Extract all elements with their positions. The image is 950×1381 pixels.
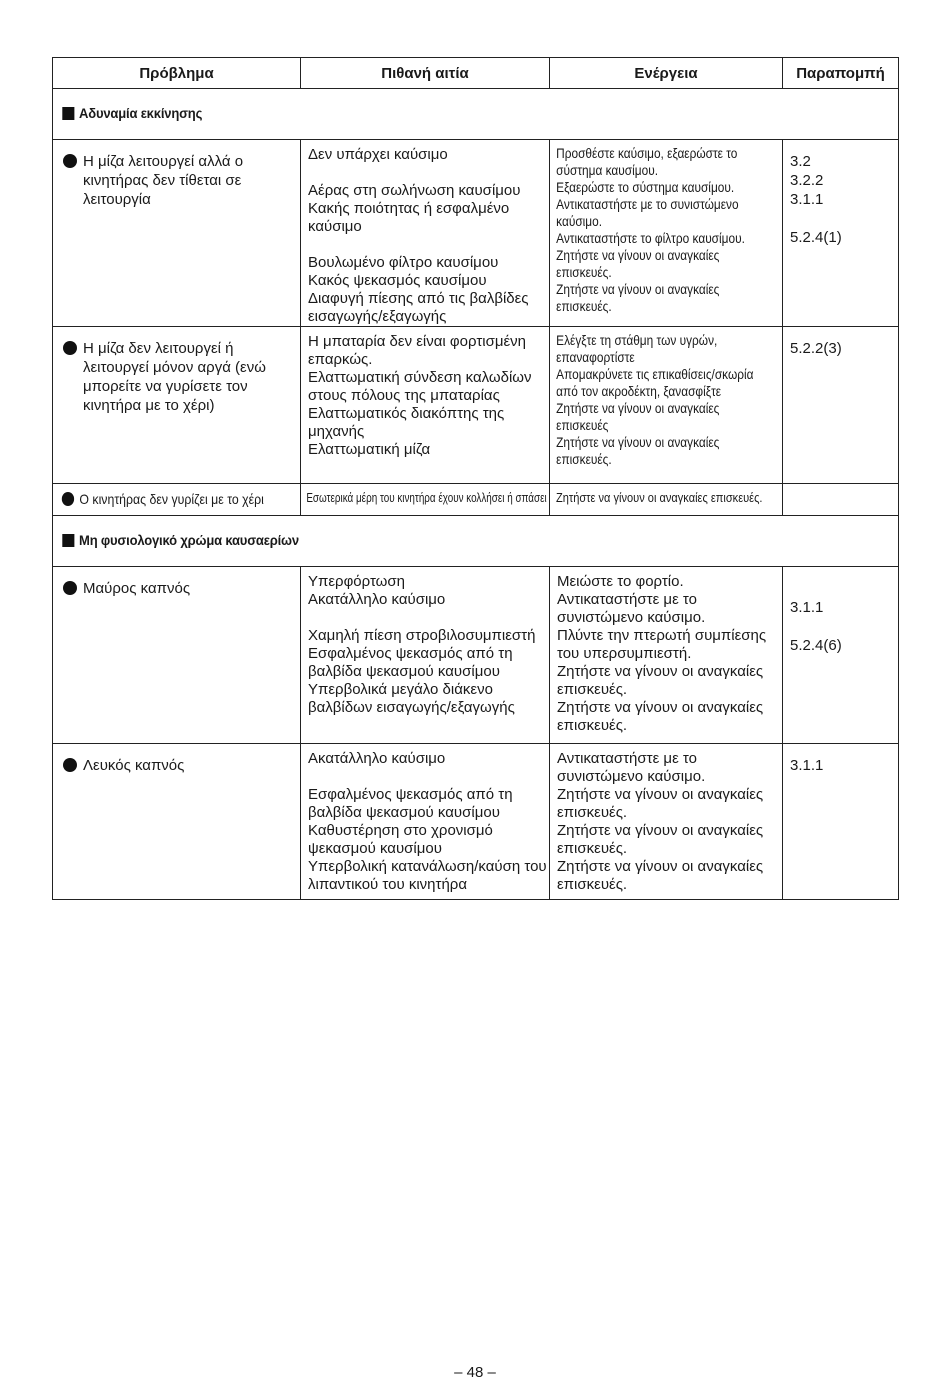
text-line: Πλύντε την πτερωτή συμπίεσης (557, 627, 767, 644)
text-line: Εσφαλμένος ψεκασμός από τη (308, 786, 513, 803)
text-line (308, 609, 543, 627)
text-line: Κακός ψεκασμός καυσίμου (308, 272, 487, 289)
text-line: 3.1.1 (790, 191, 824, 208)
text-line: λιπαντικού του κινητήρα (308, 876, 468, 893)
text-line: 3.1.1 (790, 599, 824, 616)
text-line: 5.2.4(6) (790, 637, 842, 654)
text-line: στους πόλους της μπαταρίας (308, 387, 500, 404)
text-line: 5.2.4(1) (790, 229, 842, 246)
text-line: Βουλωμένο φίλτρο καυσίμου (308, 254, 499, 271)
text-line: ψεκασμού καυσίμου (308, 840, 442, 857)
cause-list (301, 567, 549, 717)
text-line: επισκευές. (556, 452, 612, 467)
square-bullet-icon (62, 107, 74, 120)
reference-list (783, 140, 898, 247)
reference-list (783, 744, 898, 775)
text-line: Υπερβολική κατανάλωση/καύση του (308, 858, 547, 875)
text-line: Εσφαλμένος ψεκασμός από τη (308, 645, 513, 662)
table-row (53, 327, 899, 484)
text-line: επισκευές (556, 418, 609, 433)
text-line: Υπερφόρτωση (308, 573, 405, 590)
cause-text: Εσωτερικά μέρη του κινητήρα έχουν κολλήσει ή σπάσει (306, 490, 547, 505)
text-line (308, 768, 543, 786)
text-line: σύστημα καυσίμου. (556, 163, 659, 178)
text-line: βαλβίδα ψεκασμού καυσίμου (308, 663, 500, 680)
page-number: – 48 – (454, 1364, 496, 1381)
text-line (308, 164, 543, 182)
text-line: Ζητήστε να γίνουν οι αναγκαίες (557, 822, 764, 839)
text-line: Μειώστε το φορτίο. (557, 573, 684, 590)
text-line (790, 209, 894, 228)
reference-list (783, 327, 898, 358)
text-line: επισκευές. (557, 681, 628, 698)
troubleshooting-table (52, 57, 899, 900)
text-line: καύσιμο. (556, 214, 603, 229)
text-line: Προσθέστε καύσιμο, εξαερώστε το (556, 146, 738, 161)
text-line: Διαφυγή πίεσης από τις βαλβίδες (308, 290, 529, 307)
table-row (53, 567, 899, 744)
text-line: επισκευές. (556, 265, 612, 280)
round-bullet-icon (63, 341, 77, 355)
text-line: επαρκώς. (308, 351, 373, 368)
problem-text: Λευκός καπνός (83, 757, 185, 774)
text-line: 3.2 (790, 153, 811, 170)
text-line: 3.1.1 (790, 757, 824, 774)
header-problem: Πρόβλημα (53, 58, 301, 89)
text-line: Αέρας στη σωλήνωση καυσίμου (308, 182, 521, 199)
text-line: επισκευές. (557, 876, 628, 893)
problem-text: Η μίζα δεν λειτουργεί ή λειτουργεί μόνον αργά (ενώ μπορείτε να γυρίσετε τον κινητήρα με το χέρι) (83, 340, 266, 414)
text-line: επισκευές. (557, 804, 628, 821)
text-line: Ελαττωματικός διακόπτης της (308, 405, 505, 422)
text-line: Εξαερώστε το σύστημα καυσίμου. (556, 180, 735, 195)
text-line: Αντικαταστήστε με το συνιστώμενο (556, 197, 739, 212)
text-line: μηχανής (308, 423, 365, 440)
text-line: Ζητήστε να γίνουν οι αναγκαίες (556, 248, 720, 263)
cause-list (301, 744, 549, 894)
text-line: Ζητήστε να γίνουν οι αναγκαίες (556, 282, 720, 297)
text-line: Ελέγξτε τη στάθμη των υγρών, (556, 333, 718, 348)
text-line (308, 236, 543, 254)
reference-text (783, 484, 898, 515)
text-line: Αντικαταστήστε το φίλτρο καυσίμου. (556, 231, 745, 246)
action-list (550, 744, 782, 894)
header-reference: Παραπομπή (783, 58, 899, 89)
text-line: Υπερβολικά μεγάλο διάκενο (308, 681, 493, 698)
action-list (550, 567, 782, 735)
text-line: συνιστώμενο καύσιμο. (557, 768, 706, 785)
problem-text: Η μίζα λειτουργεί αλλά ο κινητήρας δεν τίθεται σε λειτουργία (83, 153, 244, 208)
section-row (53, 89, 899, 140)
text-line: Ζητήστε να γίνουν οι αναγκαίες (557, 786, 764, 803)
cause-list (301, 140, 549, 326)
square-bullet-icon (62, 534, 74, 547)
text-line: Ζητήστε να γίνουν οι αναγκαίες (557, 663, 764, 680)
text-line: βαλβίδα ψεκασμού καυσίμου (308, 804, 500, 821)
header-action: Ενέργεια (550, 58, 783, 89)
text-line: Ζητήστε να γίνουν οι αναγκαίες (556, 401, 720, 416)
text-line: επισκευές. (556, 299, 612, 314)
text-line: βαλβίδων εισαγωγής/εξαγωγής (308, 699, 515, 716)
round-bullet-icon (62, 492, 74, 506)
text-line: Χαμηλή πίεση στροβιλοσυμπιεστή (308, 627, 536, 644)
text-line: Καθυστέρηση στο χρονισμό (308, 822, 493, 839)
section-row (53, 516, 899, 567)
problem-text: Ο κινητήρας δεν γυρίζει με το χέρι (79, 491, 264, 507)
text-line: Απομακρύνετε τις επικαθίσεις/σκωρία (556, 367, 754, 382)
text-line: Ζητήστε να γίνουν οι αναγκαίες (556, 435, 720, 450)
cause-list (301, 327, 549, 459)
text-line: 3.2.2 (790, 172, 824, 189)
text-line: Η μπαταρία δεν είναι φορτισμένη (308, 333, 527, 350)
table-header-row (53, 58, 899, 89)
text-line: Ελαττωματική μίζα (308, 441, 431, 458)
section-title: Αδυναμία εκκίνησης (79, 105, 203, 121)
header-cause: Πιθανή αιτία (301, 58, 550, 89)
table-row (53, 140, 899, 327)
text-line: του υπερσυμπιεστή. (557, 645, 692, 662)
text-line: συνιστώμενο καύσιμο. (557, 609, 706, 626)
text-line: Ζητήστε να γίνουν οι αναγκαίες (557, 858, 764, 875)
reference-list (783, 567, 898, 655)
text-line: επαναφορτίστε (556, 350, 635, 365)
text-line: επισκευές. (557, 717, 628, 734)
text-line: Ακατάλληλο καύσιμο (308, 591, 446, 608)
action-text: Ζητήστε να γίνουν οι αναγκαίες επισκευές. (555, 490, 763, 505)
table-row (53, 484, 899, 516)
text-line: Ακατάλληλο καύσιμο (308, 750, 446, 767)
text-line: Δεν υπάρχει καύσιμο (308, 146, 448, 163)
text-line: Αντικαταστήστε με το (557, 750, 697, 767)
text-line: εισαγωγής/εξαγωγής (308, 308, 447, 325)
text-line: Κακής ποιότητας ή εσφαλμένο (308, 200, 510, 217)
text-line: Ζητήστε να γίνουν οι αναγκαίες (557, 699, 764, 716)
text-line: Αντικαταστήστε με το (557, 591, 697, 608)
text-line: 5.2.2(3) (790, 340, 842, 357)
text-line: καύσιμο (308, 218, 362, 235)
text-line (790, 579, 894, 598)
text-line: επισκευές. (557, 840, 628, 857)
round-bullet-icon (63, 758, 77, 772)
text-line: Ελαττωματική σύνδεση καλωδίων (308, 369, 532, 386)
section-title: Μη φυσιολογικό χρώμα καυσαερίων (79, 532, 299, 548)
action-list (550, 140, 790, 315)
problem-text: Μαύρος καπνός (83, 580, 191, 597)
text-line (790, 617, 894, 636)
round-bullet-icon (63, 154, 77, 168)
action-list (550, 327, 790, 468)
text-line: από τον ακροδέκτη, ξανασφίξτε (556, 384, 722, 399)
table-row (53, 744, 899, 900)
round-bullet-icon (63, 581, 77, 595)
